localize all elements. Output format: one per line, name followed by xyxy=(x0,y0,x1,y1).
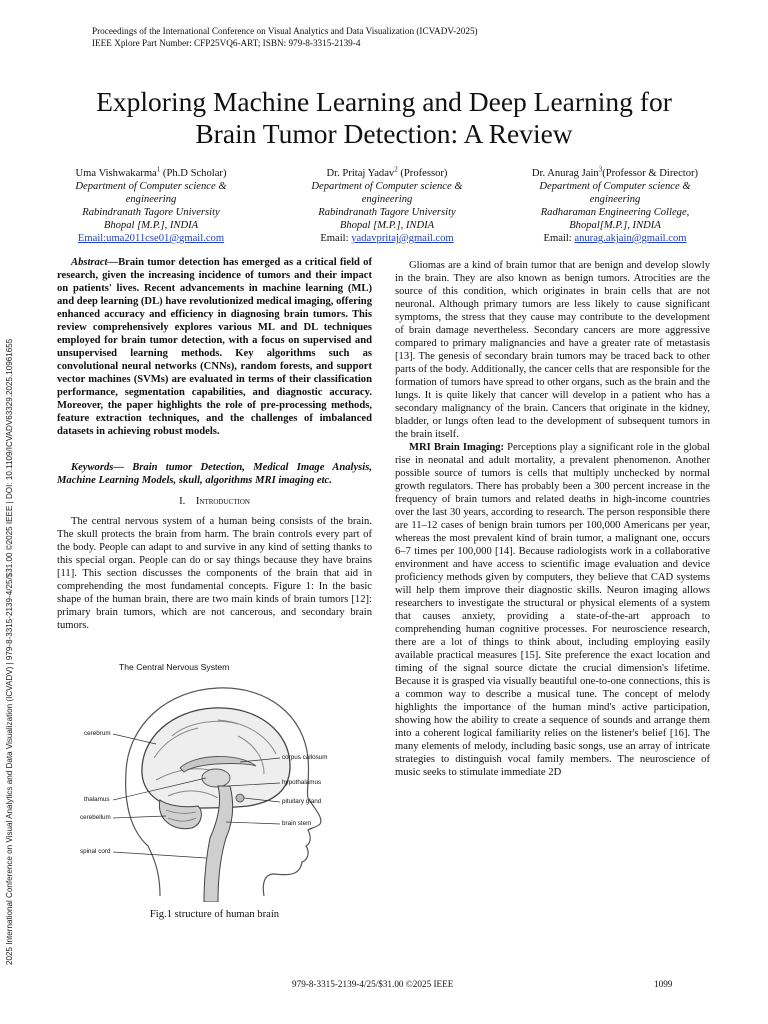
author-name-line xyxy=(292,167,482,180)
author-block-2 xyxy=(292,167,482,245)
mri-heading: MRI Brain Imaging: xyxy=(409,442,505,453)
mri-text: Perceptions play a significant role in the global rise in neonatal and adult mortality, a prevalent phenomenon. Another possible source of tumors is cells that multiply unchecked by normal growth regulators. There has probably been a 300 percent increase in the frequency of brain tumors and related deaths in high-income countries over the last 30 years, according to research. The person responsible there are 11–12 cases of benign brain tumors per 100,000 Americans per year, whereas the most prevalent kind of brain tumor, a malignant one, occurs 6–7 times per 100,000 [14]. Because radiologists work in a collaborative environment and have access to scientific image evaluation and device proficiency methods given by computers, they believe that CAD systems will help them improve their diagnostic skills. Neuron imaging allows researchers to investigate the structural or physical elements of a system that causes anxiety, providing a state-of-the-art approach to comprehending human cognitive processes. For neuroscience research, there are a lot of things to think about, including employing easily available practical measures [15]. Site preference the exact location and timing of the signal source dictate the crucial dimension's lifetime. Because it is grasped via visually beautiful one-to-one connections, this is a common way to describe a musical tune. The concept of melody highlights the importance of the human mind's active participation, showing how the ability to create a sequence of sounds and arrange them into a coherent logical familiarity relies on the listener's belief [16]. The many elements of melody, including basic songs, use an array of intricate strategies to distinguish vocal family members. The neuroscience of music seeks to stimulate immediate 2D xyxy=(395,442,711,778)
author-email-prefix: Email: xyxy=(320,233,352,244)
author-email-line xyxy=(292,232,482,245)
footer-copyright: 979-8-3315-2139-4/25/$31.00 ©2025 IEEE xyxy=(292,979,454,989)
abstract xyxy=(57,256,372,438)
author-dept: Department of Computer science & xyxy=(311,181,463,192)
pituitary-shape xyxy=(236,794,244,802)
right-paragraph-2 xyxy=(395,441,710,779)
author-name: Dr. Pritaj Yadav xyxy=(326,168,395,179)
section-heading-introduction xyxy=(57,495,372,508)
figure-caption: Fig.1 structure of human brain xyxy=(149,909,280,920)
author-city: Bhopal [M.P.], INDIA xyxy=(103,220,199,231)
author-institution: Rabindranath Tagore University xyxy=(318,207,456,218)
author-name: Uma Vishwakarma xyxy=(75,168,157,179)
label-hypothalamus: hypothalamus xyxy=(282,779,322,786)
label-thalamus: thalamus xyxy=(84,796,110,803)
author-email-link[interactable]: Email:uma2011cse01@gmail.com xyxy=(77,233,225,244)
author-role: (Professor) xyxy=(397,168,448,179)
author-dept-2: engineering xyxy=(125,194,177,205)
label-spinal-cord: spinal cord xyxy=(80,848,111,855)
brain-figure xyxy=(68,662,358,902)
label-corpus-callosum: corpus callosum xyxy=(282,754,328,761)
abstract-text: —Brain tumor detection has emerged as a critical field of research, given the increasing incidence of tumors and their impact on patients' lives. Recent advancements in machine learning (ML) and deep learning (DL) have revolutionized medical imaging, offering enhanced accuracy and efficiency in diagnosing brain tumors. This review comprehensively explores various ML and DL techniques employed for brain tumor detection, with a focus on supervised and unsupervised learning methods. Key algorithms such as convolutional neural networks (CNNs), random forests, and support vector machines (SVMs) are evaluated in terms of their classification performance, segmentation capabilities, and diagnostic accuracy. Moreover, the paper highlights the role of pre-processing methods, feature extraction techniques, and the challenges of imbalanced datasets in achieving robust models. xyxy=(57,257,372,437)
author-dept-2: engineering xyxy=(589,194,641,205)
header-proceedings: Proceedings of the International Conference on Visual Analytics and Data Visualization (ICVADV-2025) xyxy=(92,26,478,36)
keywords-text: — Brain tumor Detection, Medical Image Analysis, Machine Learning Models, skull, algorithms MRI imaging etc. xyxy=(57,462,372,486)
author-name-line xyxy=(56,167,246,180)
author-role: (Ph.D Scholar) xyxy=(160,168,227,179)
intro-paragraph: The central nervous system of a human being consists of the brain. The skull protects the brain from harm. The brain controls every part of the body. People can adapt to and survive in any kind of setting thanks to this special organ. People can do or say things because they have brains [11]. This section discusses the components of the brain that aid in comprehending the most fundamental concepts. Figure 1: In the basic shape of the human brain, there are two main kinds of brain tumors [12]: primary brain tumors, which are not cancerous, and secondary brain tumors. xyxy=(57,516,372,631)
author-block-1 xyxy=(56,167,246,245)
doi-sidebar: 2025 International Conference on Visual Analytics and Data Visualization (ICVADV) | 979-8-3315-2139-4/25/$31.00 ©2025 IEEE | DOI: 10.1109/ICVADV63329.2025.10961655 xyxy=(5,338,14,965)
abstract-label: Abstract xyxy=(71,257,108,268)
author-institution: Rabindranath Tagore University xyxy=(82,207,220,218)
author-email-line xyxy=(56,232,246,245)
intro-text xyxy=(57,515,372,632)
author-sup: 3 xyxy=(598,165,603,174)
paper-title xyxy=(0,86,768,150)
running-header xyxy=(92,25,478,49)
keywords xyxy=(57,461,372,487)
label-pituitary-gland: pituitary gland xyxy=(282,798,322,805)
author-dept-2: engineering xyxy=(361,194,413,205)
author-dept: Department of Computer science & xyxy=(75,181,227,192)
section-title: Introduction xyxy=(195,496,250,507)
title-line-2: Brain Tumor Detection: A Review xyxy=(195,118,573,149)
label-brain-stem: brain stem xyxy=(282,820,312,827)
right-column xyxy=(395,259,710,779)
author-email-line xyxy=(515,232,715,245)
title-line-1: Exploring Machine Learning and Deep Learning for xyxy=(96,86,672,117)
section-number: I. xyxy=(179,496,186,507)
author-email-prefix: Email: xyxy=(543,233,575,244)
author-city: Bhopal [M.P.], INDIA xyxy=(339,220,435,231)
label-cerebrum: cerebrum xyxy=(84,730,111,737)
author-role: (Professor & Director) xyxy=(602,168,699,179)
author-block-3 xyxy=(515,167,715,245)
author-sup: 2 xyxy=(394,165,398,174)
page-number: 1099 xyxy=(654,979,673,989)
author-email-link[interactable]: yadavpritaj@gmail.com xyxy=(351,233,454,244)
author-name-line xyxy=(515,167,715,180)
figure-title: The Central Nervous System xyxy=(119,662,230,672)
right-paragraph-1: Gliomas are a kind of brain tumor that are benign and develop slowly in the brain. They are also known as benign tumors. Atrocities are the source of this condition, which originates in brain cells that are not neuronal. Although primary tumors are less likely to cause significant symptoms, the stress that they cause may contribute to the development of brain damage nevertheless. Secondary cancers are more aggressive compared to primary malignancies and have a greater rate of metastasis [13]. The genesis of secondary brain tumors may be traced back to other parts of the body. Additionally, the cancer cells that are responsible for the formation of tumors have spread to other organs, such as the brain and the lungs. It is quite likely that cancer will develop in a patient who has a secondary malignancy of the brain. Cancers that originate in the kidney, bladder, or lungs often lead to the development of subsequent tumors in the brain itself. xyxy=(395,260,710,440)
author-institution: Radharaman Engineering College, xyxy=(540,207,690,218)
author-sup: 1 xyxy=(156,165,161,174)
author-dept: Department of Computer science & xyxy=(539,181,691,192)
label-cerebellum: cerebellum xyxy=(80,814,111,821)
thalamus-shape xyxy=(202,769,230,787)
keywords-label: Keywords xyxy=(71,462,114,473)
author-email-link[interactable]: anurag.akjain@gmail.com xyxy=(574,233,687,244)
header-isbn: IEEE Xplore Part Number: CFP25VQ6-ART; ISBN: 979-8-3315-2139-4 xyxy=(92,38,361,48)
author-name: Dr. Anurag Jain xyxy=(531,168,599,179)
author-city: Bhopal[M.P.], INDIA xyxy=(569,220,661,231)
